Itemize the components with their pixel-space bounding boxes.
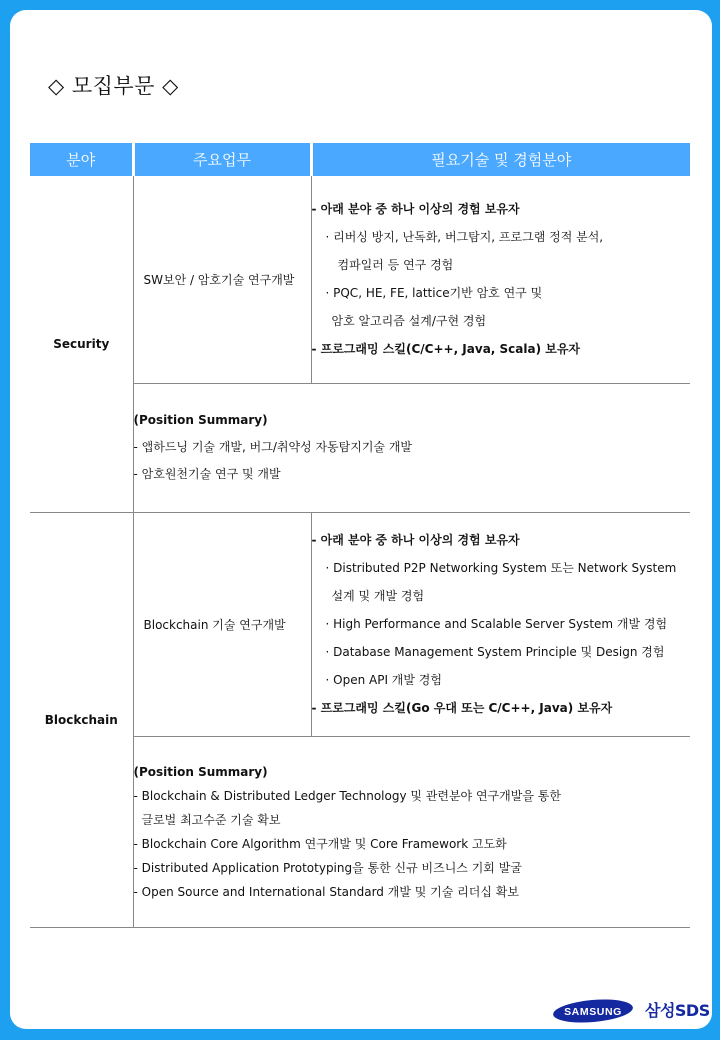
- summary-line: - Blockchain Core Algorithm 연구개발 및 Core Framework 고도화: [133, 836, 507, 851]
- header-field: 분야: [30, 143, 133, 176]
- security-row: [30, 176, 690, 383]
- summary-blockchain: [133, 736, 690, 927]
- skill-line: · Open API 개발 경험: [325, 673, 442, 687]
- field-security: Security: [30, 176, 133, 512]
- summary-heading: (Position Summary): [133, 764, 268, 779]
- samsung-logo-text: SAMSUNG: [564, 1006, 622, 1018]
- skill-line: - 아래 분야 중 하나 이상의 경험 보유자: [311, 202, 520, 217]
- duty-blockchain: Blockchain 기술 연구개발: [133, 512, 311, 736]
- summary-heading: (Position Summary): [133, 413, 268, 427]
- recruitment-table: [30, 143, 690, 928]
- skill-line: · Distributed P2P Networking System 또는 Network System: [325, 561, 677, 575]
- header-duty: 주요업무: [133, 143, 311, 176]
- skill-line: 설계 및 개발 경험: [331, 589, 425, 603]
- skill-line: - 프로그래밍 스킬(C/C++, Java, Scala) 보유자: [311, 342, 581, 357]
- summary-line: - Open Source and International Standard 개발 및 기술 리더십 확보: [133, 884, 519, 899]
- summary-line: - 앱하드닝 기술 개발, 버그/취약성 자동탐지기술 개발: [133, 440, 413, 454]
- summary-line: 글로벌 최고수준 기술 확보: [141, 812, 281, 827]
- samsung-logo: [552, 997, 634, 1025]
- summary-security: [133, 383, 690, 512]
- skill-line: · 리버싱 방지, 난독화, 버그탐지, 프로그램 정적 분석,: [325, 230, 604, 245]
- field-blockchain: Blockchain: [30, 512, 133, 927]
- section-title: ◇ 모집부문 ◇: [48, 74, 179, 98]
- duty-security: SW보안 / 암호기술 연구개발: [133, 176, 311, 383]
- summary-line: - 암호원천기술 연구 및 개발: [133, 467, 281, 481]
- header-skills: 필요기술 및 경험분야: [311, 143, 690, 176]
- summary-line: - Blockchain & Distributed Ledger Technology 및 관련분야 연구개발을 통한: [133, 788, 561, 803]
- skill-line: · PQC, HE, FE, lattice기반 암호 연구 및: [325, 286, 543, 301]
- skills-security: [311, 176, 690, 383]
- samsung-sds-logo: 삼성SDS: [645, 1001, 710, 1020]
- summary-line: - Distributed Application Prototyping을 통한 신규 비즈니스 기회 발굴: [133, 860, 522, 875]
- blockchain-row: [30, 512, 690, 736]
- skill-line: 컴파일러 등 연구 경험: [337, 258, 454, 273]
- skill-line: 암호 알고리즘 설계/구현 경험: [331, 314, 487, 329]
- skill-line: - 프로그래밍 스킬(Go 우대 또는 C/C++, Java) 보유자: [311, 701, 613, 715]
- skill-line: - 아래 분야 중 하나 이상의 경험 보유자: [311, 533, 520, 547]
- skill-line: · High Performance and Scalable Server System 개발 경험: [325, 617, 668, 631]
- skill-line: · Database Management System Principle 및 Design 경험: [325, 645, 665, 659]
- skills-blockchain: [311, 512, 690, 736]
